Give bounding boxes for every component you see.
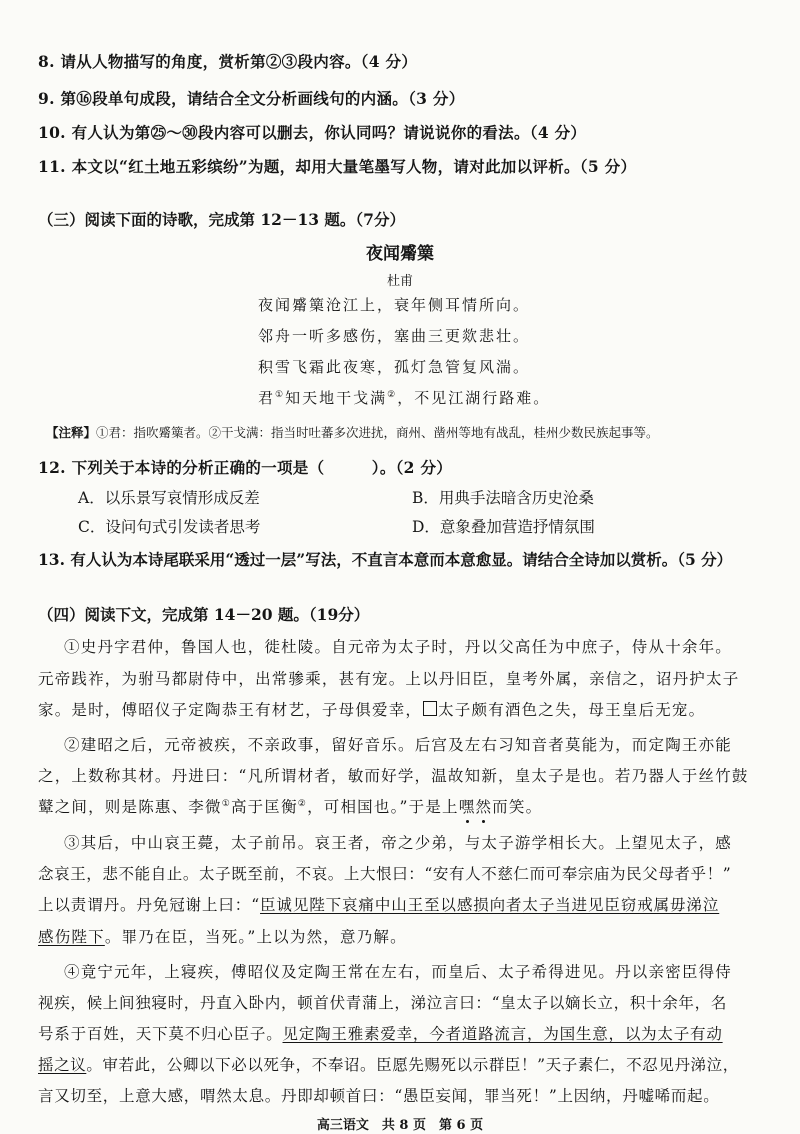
passage-line: 号系于百姓，天下莫不归心臣子。见定陶王雅素爱幸，今者道路流言，为国生意，以为太子有动 bbox=[38, 1025, 723, 1043]
passage-line: 上以责谓丹。丹免冠谢上曰：“臣诚见陛下哀痛中山王至以感损向者太子当进见臣窃戒属毋涕泣 bbox=[38, 896, 720, 914]
section-4-heading: （四）阅读下文，完成第 14－20 题。（19分） bbox=[38, 605, 370, 624]
poem-note bbox=[46, 423, 659, 441]
question-text: 下列关于本诗的分析正确的一项是（ ）。（2 分） bbox=[71, 458, 453, 477]
passage-line: ①史丹字君仲，鲁国人也，徙杜陵。自元帝为太子时，丹以父高任为中庶子，侍从十余年。 bbox=[64, 638, 733, 656]
question-text: 有人认为本诗尾联采用“透过一层”写法，不直言本意而本意愈显。请结合全诗加以赏析。（5 分） bbox=[70, 550, 733, 569]
passage-line: 言又切至，上意大感，喟然太息。丹即却顿首曰：“愚臣妄闻，罪当死！”上因纳，丹嘘唏而起。 bbox=[38, 1087, 720, 1105]
section-3-heading: （三）阅读下面的诗歌，完成第 12－13 题。（7分） bbox=[38, 210, 405, 229]
note-text: ①君：指吹觱篥者。②干戈满：指当时吐蕃多次进扰，商州、凿州等地有战乱，桂州少数民族起事等。 bbox=[96, 425, 659, 440]
question-text: 本文以“红土地五彩缤纷”为题，却用大量笔墨写人物，请对此加以评析。（5 分） bbox=[71, 157, 637, 176]
passage-line: 家。是时，傅昭仪子定陶恭王有材艺，子母俱爱幸， 太子颇有酒色之失，母王皇后无宠。 bbox=[38, 701, 706, 719]
passage-line: 元帝践祚，为驸马都尉侍中，出常骖乘，甚有宠。上以丹旧臣，皇考外属，亲信之，诏丹护太子 bbox=[38, 670, 740, 688]
poem-line: 邻舟一听多感伤，塞曲三更欻悲壮。 bbox=[258, 327, 531, 345]
passage-line: ④竟宁元年，上寝疾，傅昭仪及定陶王常在左右，而皇后、太子希得进见。丹以亲密臣得侍 bbox=[64, 963, 733, 981]
question-text: 第⑯段单句成段，请结合全文分析画线句的内涵。（3 分） bbox=[60, 89, 465, 108]
question-number: 12. bbox=[38, 458, 66, 477]
poem-line: 夜闻觱篥沧江上，衰年侧耳情所向。 bbox=[258, 296, 531, 314]
question-8 bbox=[38, 50, 417, 72]
footnote-marker: ① bbox=[275, 390, 286, 400]
passage-line: ③其后，中山哀王薨，太子前吊。哀王者，帝之少弟，与太子游学相长大。上望见太子，感 bbox=[64, 834, 733, 852]
underlined-sentence: 臣诚见陛下哀痛中山王至以感损向者太子当进见臣窃戒属毋涕泣 bbox=[260, 896, 720, 914]
note-label: 【注释】 bbox=[46, 425, 97, 440]
option-b: B．用典手法暗含历史沧桑 bbox=[412, 489, 594, 507]
question-9 bbox=[38, 87, 465, 109]
question-number: 9. bbox=[38, 89, 55, 108]
question-number: 11. bbox=[38, 157, 66, 176]
passage-line: 视疾，候上间独寝时，丹直入卧内，顿首伏青蒲上，涕泣言曰：“皇太子以嫡长立，积十余年，名 bbox=[38, 994, 728, 1012]
footnote-marker: ② bbox=[297, 798, 308, 809]
option-a: A．以乐景写哀情形成反差 bbox=[78, 489, 260, 507]
question-number: 8. bbox=[38, 52, 55, 71]
footnote-marker: ② bbox=[387, 390, 398, 400]
question-11 bbox=[38, 155, 636, 177]
underlined-sentence: 见定陶王雅素爱幸，今者道路流言，为国生意，以为太子有动 bbox=[282, 1025, 723, 1043]
question-13 bbox=[38, 548, 732, 570]
option-c: C．设问句式引发读者思考 bbox=[78, 518, 261, 536]
passage-line: 之，上数称其材。丹进曰：“凡所谓材者，敏而好学，温故知新，皇太子是也。若乃器人于丝竹鼓 bbox=[38, 767, 749, 785]
footnote-marker: ① bbox=[221, 798, 231, 809]
underlined-sentence: 感伤陛下 bbox=[38, 928, 105, 946]
page-footer: 高三语文 共 8 页 第 6 页 bbox=[316, 1118, 484, 1133]
question-number: 13. bbox=[38, 550, 65, 569]
passage-line: 摇之议。审若此，公卿以下必以死争，不奉诏。臣愿先赐死以示群臣！”天子素仁，不忍见丹涕泣， bbox=[38, 1056, 739, 1074]
question-number: 10. bbox=[38, 123, 66, 142]
blank-box bbox=[423, 701, 437, 716]
passage-line: 念哀王，悲不能自止。太子既至前，不哀。上大恨曰：“安有人不慈仁而可奉宗庙为民父母者乎！” bbox=[38, 865, 732, 883]
dotted-word: 嘿然 bbox=[458, 798, 493, 816]
passage-line: 鼙之间，则是陈惠、李微①高于匡衡②，可相国也。”于是上嘿然而笑。 bbox=[38, 798, 543, 816]
question-12 bbox=[38, 456, 452, 478]
poem-title: 夜闻觱篥 bbox=[366, 244, 434, 264]
poem-author: 杜甫 bbox=[386, 274, 413, 289]
underlined-sentence: 摇之议 bbox=[38, 1056, 87, 1074]
question-10 bbox=[38, 121, 586, 143]
question-text: 请从人物描写的角度，赏析第②③段内容。（4 分） bbox=[60, 52, 418, 71]
passage-line: ②建昭之后，元帝被疾，不亲政事，留好音乐。后宫及左右习知音者莫能为，而定陶王亦能 bbox=[64, 736, 733, 754]
poem-line-last: 君①知天地干戈满②，不见江湖行路难。 bbox=[258, 389, 551, 407]
passage-line: 感伤陛下。罪乃在臣，当死。”上以为然，意乃解。 bbox=[38, 928, 407, 946]
poem-line: 积雪飞霜此夜寒，孤灯急管复风湍。 bbox=[258, 358, 531, 376]
option-d: D．意象叠加营造抒情氛围 bbox=[412, 518, 595, 536]
question-text: 有人认为第㉕～㉚段内容可以删去，你认同吗？请说说你的看法。（4 分） bbox=[71, 123, 587, 142]
